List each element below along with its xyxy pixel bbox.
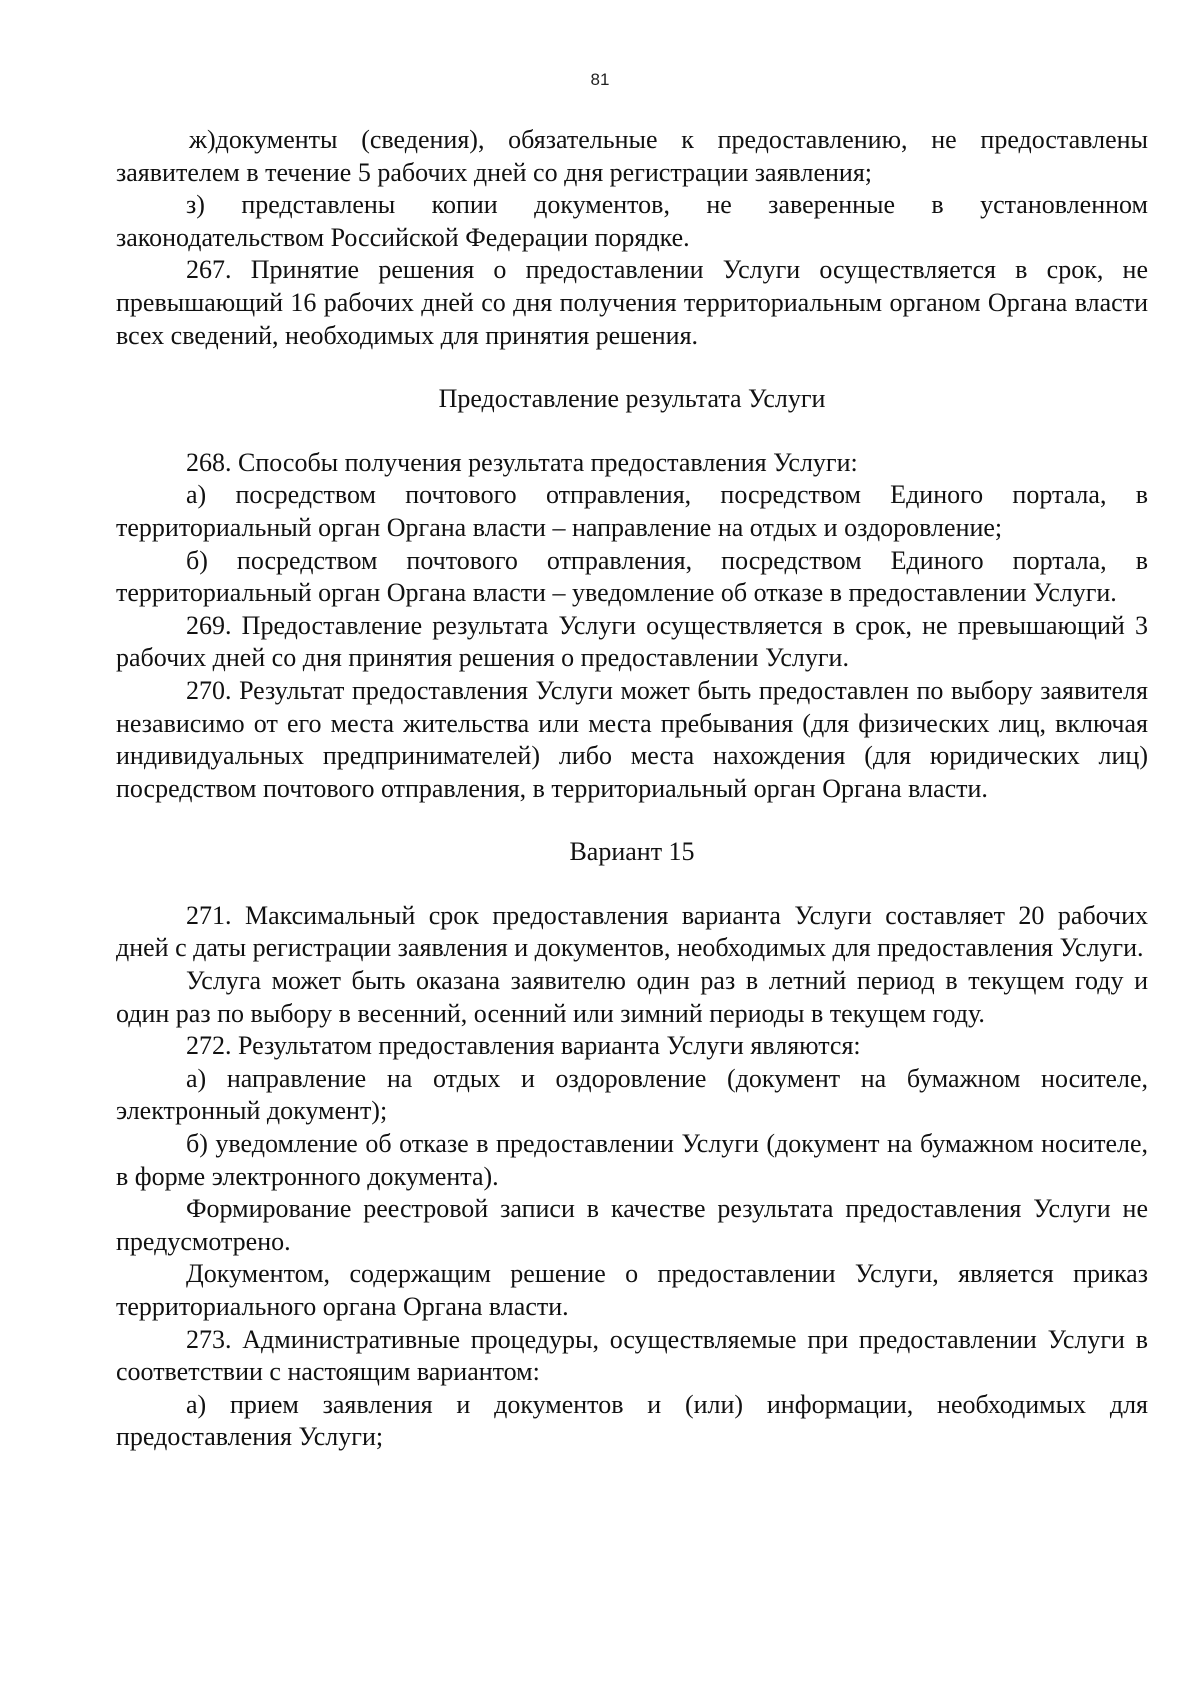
paragraph-270: 270. Результат предоставления Услуги может быть предоставлен по выбору заявителя независимо от его места жительства или места пребывания (для физических лиц, включая индивидуальных предпринимателей) либо места нахождения (для юридических лиц) посредством почтового отправления, в территориальный орган Органа власти. (116, 675, 1148, 803)
paragraph-272: 272. Результатом предоставления варианта Услуги являются: (186, 1031, 861, 1061)
paragraph-273-a: а) прием заявления и документов и (или) информации, необходимых для предоставления Услуги; (116, 1389, 1148, 1452)
paragraph-268-a: а) посредством почтового отправления, посредством Единого портала, в территориальный орган Органа власти – направление на отдых и оздоровление; (116, 480, 1148, 542)
paragraph-273: 273. Административные процедуры, осуществляемые при предоставлении Услуги в соответствии с настоящим вариантом: (116, 1324, 1148, 1387)
page-number: 81 (590, 70, 610, 89)
paragraph-decision-document: Документом, содержащим решение о предоставлении Услуги, является приказ территориального органа Органа власти. (116, 1259, 1148, 1321)
paragraph-272-a: а) направление на отдых и оздоровление (документ на бумажном носителе, электронный документ); (116, 1063, 1148, 1126)
section-heading-variant-15: Вариант 15 (569, 837, 695, 867)
paragraph-272-b: б) уведомление об отказе в предоставлении Услуги (документ на бумажном носителе, в форме электронного документа). (116, 1129, 1148, 1191)
paragraph-269: 269. Предоставление результата Услуги осуществляется в срок, не превышающий 3 рабочих дней со дня принятия решения о предоставлении Услуги. (116, 610, 1148, 673)
paragraph-registry-record: Формирование реестровой записи в качестве результата предоставления Услуги не предусмотрено. (116, 1194, 1148, 1256)
paragraph-267: 267. Принятие решения о предоставлении Услуги осуществляется в срок, не превышающий 16 рабочих дней со дня получения территориальным органом Органа власти всех сведений, необходимых для принятия решения. (116, 255, 1148, 350)
document-body (116, 124, 1148, 1454)
paragraph-zh: ж)документы (сведения), обязательные к предоставлению, не предоставлены заявителем в течение 5 рабочих дней со дня регистрации заявления; (116, 125, 1148, 187)
paragraph-268-b: б) посредством почтового отправления, посредством Единого портала, в территориальный орган Органа власти – уведомление об отказе в предоставлении Услуги. (116, 545, 1148, 608)
section-heading-result: Предоставление результата Услуги (438, 384, 826, 414)
paragraph-271-note: Услуга может быть оказана заявителю один раз в летний период в текущем году и один раз по выбору в весенний, осенний или зимний периоды в текущем году. (116, 966, 1148, 1028)
paragraph-268: 268. Способы получения результата предоставления Услуги: (186, 447, 858, 477)
paragraph-271: 271. Максимальный срок предоставления варианта Услуги составляет 20 рабочих дней с даты регистрации заявления и документов, необходимых для предоставления Услуги. (116, 900, 1148, 963)
paragraph-z: з) представлены копии документов, не заверенные в установленном законодательством Российской Федерации порядке. (116, 190, 1148, 252)
